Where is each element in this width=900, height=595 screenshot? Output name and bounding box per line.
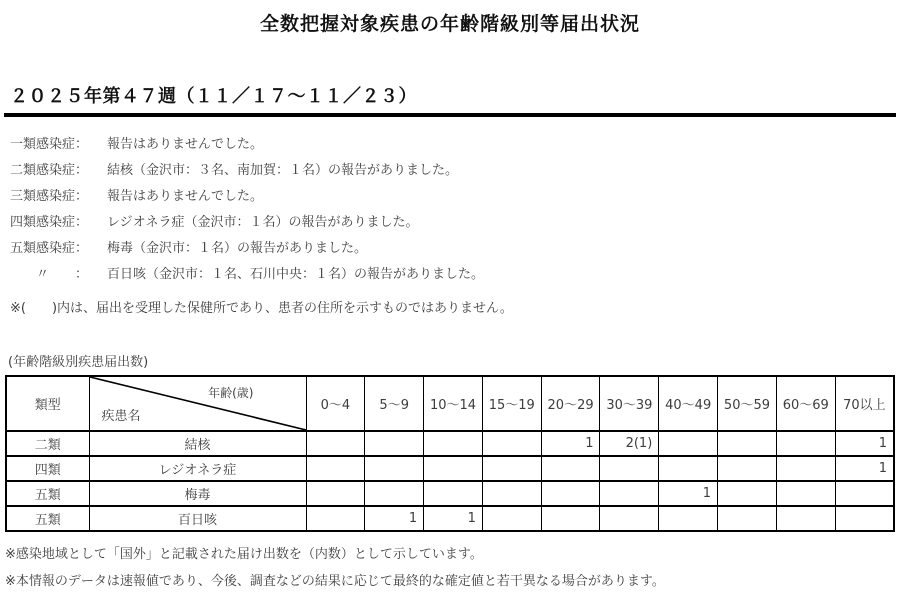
row-disease: 梅毒	[89, 481, 306, 506]
summary-term: 五類感染症：	[10, 241, 89, 256]
row-value-cell	[541, 481, 600, 506]
row-value-cell	[659, 431, 718, 456]
summary-item	[10, 132, 900, 158]
row-value-cell	[659, 456, 718, 481]
table-header-row	[6, 376, 894, 431]
row-value-cell	[306, 431, 365, 456]
summary-description: 報告はありませんでした。	[107, 189, 264, 204]
header-disease-label: 疾患名	[101, 409, 141, 424]
row-value-cell	[776, 506, 835, 531]
row-value-cell	[600, 456, 659, 481]
header-diagonal-cell	[89, 376, 306, 431]
summary-description: 梅毒（金沢市：１名）の報告がありました。	[107, 241, 368, 256]
row-value-cell	[482, 431, 541, 456]
table-row	[6, 456, 894, 481]
row-value-cell	[424, 431, 483, 456]
row-value-cell	[835, 481, 894, 506]
row-value-cell	[718, 431, 777, 456]
footnote: ※感染地域として「国外」と記載された届け出数を（内数）として示しています。	[5, 547, 483, 562]
table-row	[6, 431, 894, 456]
row-value-cell: 1	[424, 506, 483, 531]
header-age-column: 50～59	[718, 376, 777, 431]
row-category: 五類	[6, 481, 89, 506]
row-value-cell	[718, 456, 777, 481]
summary-term: 一類感染症：	[10, 137, 89, 152]
header-age-column: 0～4	[306, 376, 365, 431]
summary-description: 百日咳（金沢市：１名、石川中央：１名）の報告がありました。	[107, 267, 485, 282]
row-value-cell	[541, 456, 600, 481]
summary-item	[10, 158, 900, 184]
double-rule-divider	[4, 113, 896, 117]
row-value-cell: 1	[835, 456, 894, 481]
summary-item	[10, 210, 900, 236]
row-value-cell	[776, 481, 835, 506]
row-value-cell	[541, 506, 600, 531]
summary-term: 〃 ：	[10, 267, 89, 282]
paren-note: ※( )内は、届出を受理した保健所であり、患者の住所を示すものではありません。	[10, 301, 513, 316]
row-value-cell: 1	[365, 506, 424, 531]
row-disease: 百日咳	[89, 506, 306, 531]
header-age-column: 30～39	[600, 376, 659, 431]
table-caption: (年齢階級別疾患届出数)	[8, 355, 149, 370]
row-value-cell	[659, 506, 718, 531]
row-value-cell	[482, 506, 541, 531]
header-age-column: 70以上	[835, 376, 894, 431]
header-age-label: 年齢(歳)	[208, 386, 254, 400]
footnotes	[5, 541, 900, 595]
summary-description: レジオネラ症（金沢市：１名）の報告がありました。	[107, 215, 419, 230]
summary-term: 二類感染症：	[10, 163, 89, 178]
summary-item	[10, 262, 900, 288]
footnote: ※本情報のデータは速報値であり、今後、調査などの結果に応じて最終的な確定値と若干異なる場合があります。	[5, 574, 665, 589]
summary-item	[10, 236, 900, 262]
row-value-cell	[835, 506, 894, 531]
row-value-cell	[306, 506, 365, 531]
row-value-cell	[718, 481, 777, 506]
row-value-cell	[600, 506, 659, 531]
row-value-cell	[776, 456, 835, 481]
row-value-cell	[365, 481, 424, 506]
row-value-cell	[424, 481, 483, 506]
header-age-column: 5～9	[365, 376, 424, 431]
week-heading: ２０２５年第４７週（１１／１７～１１／２３）	[10, 86, 417, 107]
summary-description: 結核（金沢市：３名、南加賀：１名）の報告がありました。	[107, 163, 459, 178]
header-age-column: 60～69	[776, 376, 835, 431]
summary-term: 三類感染症：	[10, 189, 89, 204]
row-value-cell	[776, 431, 835, 456]
row-value-cell: 2(1)	[600, 431, 659, 456]
age-group-table	[5, 375, 895, 532]
table-row	[6, 481, 894, 506]
row-value-cell	[424, 456, 483, 481]
row-value-cell	[600, 481, 659, 506]
summary-list	[10, 132, 900, 288]
summary-item	[10, 184, 900, 210]
row-category: 二類	[6, 431, 89, 456]
row-category: 四類	[6, 456, 89, 481]
summary-description: 報告はありませんでした。	[107, 137, 264, 152]
row-value-cell: 1	[835, 431, 894, 456]
row-value-cell	[482, 481, 541, 506]
row-value-cell: 1	[659, 481, 718, 506]
header-category: 類型	[6, 376, 89, 431]
table-body	[6, 431, 894, 531]
header-age-column: 15～19	[482, 376, 541, 431]
header-age-column: 40～49	[659, 376, 718, 431]
row-value-cell	[718, 506, 777, 531]
row-disease: レジオネラ症	[89, 456, 306, 481]
row-value-cell	[365, 431, 424, 456]
row-value-cell	[306, 456, 365, 481]
row-value-cell	[306, 481, 365, 506]
header-age-column: 10～14	[424, 376, 483, 431]
row-category: 五類	[6, 506, 89, 531]
row-value-cell	[365, 456, 424, 481]
row-value-cell: 1	[541, 431, 600, 456]
header-age-column: 20～29	[541, 376, 600, 431]
row-value-cell	[482, 456, 541, 481]
table-row	[6, 506, 894, 531]
page-title: 全数把握対象疾患の年齢階級別等届出状況	[259, 13, 640, 35]
row-disease: 結核	[89, 431, 306, 456]
summary-term: 四類感染症：	[10, 215, 89, 230]
